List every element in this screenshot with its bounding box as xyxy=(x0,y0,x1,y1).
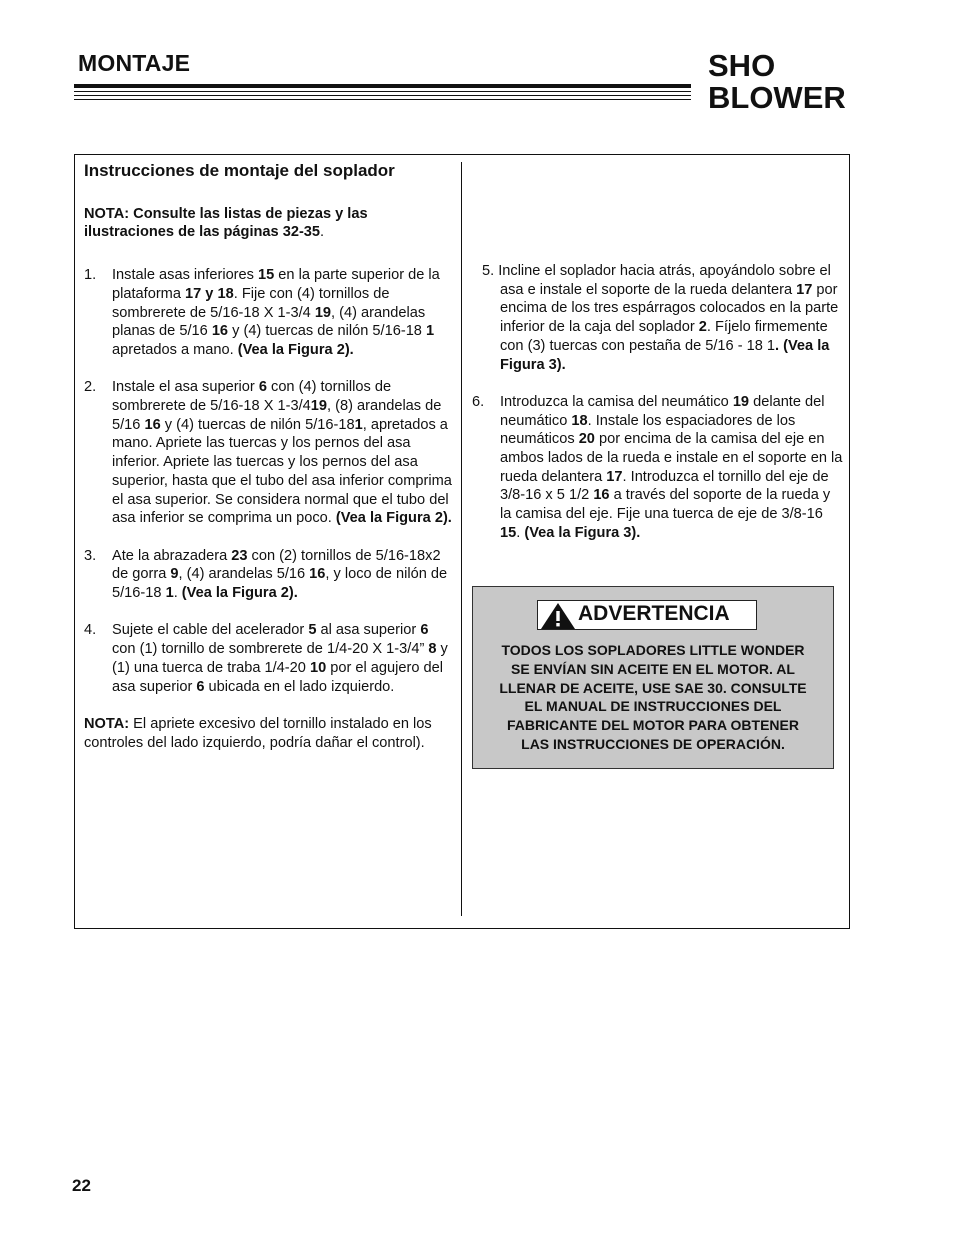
step-4: 4. Sujete el cable del acelerador 5 al asa superior 6 con (1) tornillo de sombrerete de 1/4-20 X 1-3/4” 8 y (1) una tuerca de traba 1/4-20 10 por el agujero del asa superior 6 ubicada en el lado izquierdo. xyxy=(84,622,448,695)
right-column xyxy=(472,262,844,543)
left-column xyxy=(84,160,456,752)
control-note: NOTA: El apriete excesivo del tornillo instalado en los controles del lado izquierdo, podría dañar el control). xyxy=(84,715,432,751)
warning-header xyxy=(537,600,757,630)
step-6: 6. Introduzca la camisa del neumático 19 delante del neumático 18. Instale los espaciadores de los neumáticos 20 por encima de la camisa del eje en ambos lados de la rueda e instale en el soporte en la rueda delantera 17. Introduzca el tornillo del eje de 3/8-16 x 5 1/2 16 a través del soporte de la rueda y la camisa del eje. Fije una tuerca de eje de 3/8-16 15. (Vea la Figura 3). xyxy=(472,393,843,541)
column-divider xyxy=(461,162,462,916)
header-rules xyxy=(74,84,691,100)
subheading: Instrucciones de montaje del soplador xyxy=(84,161,395,180)
warning-label: ADVERTENCIA xyxy=(578,602,730,625)
page-number: 22 xyxy=(72,1176,91,1195)
warning-box xyxy=(472,586,834,769)
section-title: MONTAJE xyxy=(78,50,191,76)
step-3: 3. Ate la abrazadera 23 con (2) tornillos de 5/16-18x2 de gorra 9, (4) arandelas 5/16 16, y loco de nilón de 5/16-18 1. (Vea la Figura 2). xyxy=(84,547,448,602)
step-5: 5. Incline el soplador hacia atrás, apoyándolo sobre el asa e instale el soporte de la rueda delantera 17 por encima de los tres espárragos colocados en la parte inferior de la caja del soplador 2. Fíjelo firmemente con (3) tuercas con pestaña de 5/16 - 18 1. (Vea la Figura 3). xyxy=(482,263,839,373)
step-1: 1. Instale asas inferiores 15 en la parte superior de la plataforma 17 y 18. Fije con (4) tornillos de sombrerete de 5/16-18 X 1-3/4 19, (4) arandelas planas de 5/16 16 y (4) tuercas de nilón 5/16-18 1 apretados a mano. (Vea la Figura 2). xyxy=(84,267,440,358)
warning-text: TODOS LOS SOPLADORES LITTLE WONDER SE ENVÍAN SIN ACEITE EN EL MOTOR. AL LLENAR DE ACEITE, USE SAE 30. CONSULTE EL MANUAL DE INSTRUCCIONES DEL FABRICANTE DEL MOTOR PARA OBTENER LAS INSTRUCCIONES DE OPERACIÓN. xyxy=(499,642,807,752)
warning-triangle-icon xyxy=(540,602,576,630)
step-2: 2. Instale el asa superior 6 con (4) tornillos de sombrerete de 5/16-18 X 1-3/419, (8) arandelas de 5/16 16 y (4) tuercas de nilón 5/16-181, apretados a mano. Apriete las tuercas y los pernos del asa inferior. Apriete las tuercas y los pernos del asa superior, hasta que el tubo del asa inferior comprima el asa superior. Se considera normal que el tubo del asa inferior se comprima un poco. (Vea la Figura 2). xyxy=(84,379,452,527)
parts-note: NOTA: Consulte las listas de piezas y las ilustraciones de las páginas 32-35. xyxy=(84,205,368,241)
brand-title: SHO BLOWER xyxy=(708,48,846,115)
